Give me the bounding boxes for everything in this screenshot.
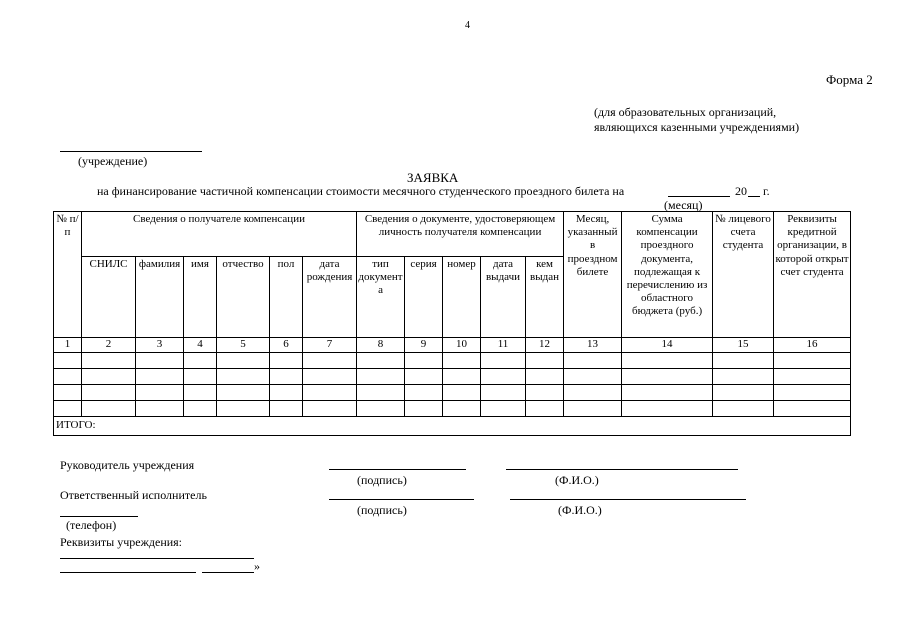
column-number: 3	[136, 338, 184, 353]
head-fio-caption: (Ф.И.О.)	[555, 473, 599, 487]
table-row	[54, 369, 851, 385]
form-label: Форма 2	[826, 72, 873, 87]
month-blank-line	[668, 196, 730, 197]
table-row	[54, 353, 851, 369]
header-bank-requisites: Реквизиты кредитной организации, в которой открыт счет студента	[774, 212, 851, 338]
subheader-series: серия	[405, 257, 443, 338]
executor-fio-caption: (Ф.И.О.)	[558, 503, 602, 517]
subheader-name: имя	[184, 257, 217, 338]
subheader-document-type: тип документа	[357, 257, 405, 338]
month-caption: (месяц)	[664, 198, 703, 212]
requisites-line-2b	[202, 572, 254, 573]
subheader-sex: пол	[270, 257, 303, 338]
document-title: ЗАЯВКА	[407, 170, 459, 185]
header-account-number: № лицевого счета студента	[713, 212, 774, 338]
column-number: 8	[357, 338, 405, 353]
column-numbers-row	[54, 338, 851, 353]
header-id-document-info: Сведения о документе, удостоверяющем личность получателя компенсации	[357, 212, 564, 257]
year-prefix: 20	[735, 184, 747, 198]
column-number: 5	[217, 338, 270, 353]
column-number: 12	[526, 338, 564, 353]
column-number: 1	[54, 338, 82, 353]
year-suffix: г.	[763, 184, 770, 198]
requisites-line-1	[60, 558, 254, 559]
head-of-institution-label: Руководитель учреждения	[60, 458, 195, 472]
subheader-issue-date: дата выдачи	[481, 257, 526, 338]
column-number: 13	[564, 338, 622, 353]
column-number: 6	[270, 338, 303, 353]
column-number: 16	[774, 338, 851, 353]
requisites-line-2a	[60, 572, 196, 573]
column-number: 14	[622, 338, 713, 353]
institution-caption: (учреждение)	[78, 154, 148, 168]
responsible-executor-label: Ответственный исполнитель	[60, 488, 207, 502]
head-fio-line	[506, 469, 738, 470]
column-number: 11	[481, 338, 526, 353]
subheader-number: номер	[443, 257, 481, 338]
column-number: 7	[303, 338, 357, 353]
year-blank-line	[748, 196, 760, 197]
column-number: 15	[713, 338, 774, 353]
table-row	[54, 401, 851, 417]
subheader-snils: СНИЛС	[82, 257, 136, 338]
phone-line	[60, 516, 138, 517]
total-row	[54, 417, 851, 436]
executor-fio-line	[510, 499, 746, 500]
application-table	[53, 211, 851, 436]
subheader-surname: фамилия	[136, 257, 184, 338]
page-number: 4	[465, 20, 470, 31]
note-line-1: (для образовательных организаций,	[594, 105, 777, 119]
total-label: ИТОГО:	[54, 417, 851, 436]
phone-caption: (телефон)	[66, 518, 117, 532]
subheader-patronymic: отчество	[217, 257, 270, 338]
column-number: 10	[443, 338, 481, 353]
institution-requisites-label: Реквизиты учреждения:	[60, 535, 183, 549]
column-number: 9	[405, 338, 443, 353]
executor-signature-caption: (подпись)	[357, 503, 407, 517]
document-subtitle: на финансирование частичной компенсации стоимости месячного студенческого проездного билета на	[97, 184, 625, 198]
subheader-issued-by: кем выдан	[526, 257, 564, 338]
header-ticket-month: Месяц, указанный в проездном билете	[564, 212, 622, 338]
head-signature-caption: (подпись)	[357, 473, 407, 487]
head-signature-line	[329, 469, 466, 470]
institution-line	[60, 151, 202, 152]
header-compensation-amount: Сумма компенсации проездного документа, подлежащая к перечислению из областного бюджета (руб.)	[622, 212, 713, 338]
subheader-birth-date: дата рождения	[303, 257, 357, 338]
closing-quote-mark: »	[254, 559, 260, 573]
note-line-2: являющихся казенными учреждениями)	[594, 120, 800, 134]
header-recipient-info: Сведения о получателе компенсации	[82, 212, 357, 257]
executor-signature-line	[329, 499, 474, 500]
column-number: 2	[82, 338, 136, 353]
header-row-number: № п/п	[54, 212, 82, 338]
table-row	[54, 385, 851, 401]
column-number: 4	[184, 338, 217, 353]
